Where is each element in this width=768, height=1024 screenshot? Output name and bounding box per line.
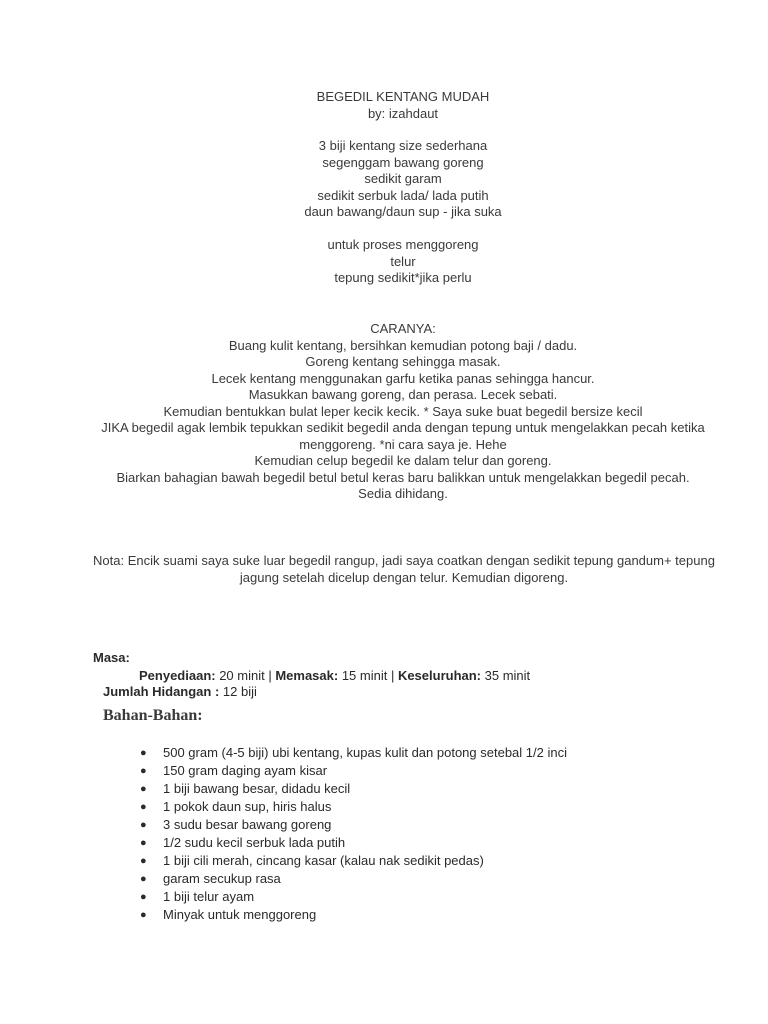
short-ingredient-line: segenggam bawang goreng [322, 154, 484, 170]
cook-label: Memasak: [275, 668, 339, 683]
frying-line: telur [390, 253, 416, 269]
recipe-title: BEGEDIL KENTANG MUDAH [316, 89, 490, 104]
bullet-icon: ● [140, 909, 147, 921]
list-item [0, 781, 567, 799]
bullet-icon: ● [140, 891, 147, 903]
recipe-author: by: izahdaut [367, 105, 439, 121]
ingredient-text: 1 biji cili merah, cincang kasar (kalau nak sedikit pedas) [163, 853, 484, 868]
ingredient-text: 150 gram daging ayam kisar [163, 763, 328, 778]
list-item [0, 871, 567, 889]
bullet-icon: ● [140, 765, 147, 777]
prep-value: 20 minit | [215, 668, 276, 683]
list-item [0, 745, 567, 763]
frying-ingredients [80, 237, 726, 287]
servings [103, 684, 257, 701]
short-ingredient-line: sedikit garam [364, 171, 442, 186]
bullet-icon: ● [140, 819, 147, 831]
method-line: Sedia dihidang. [358, 486, 448, 501]
servings-value: 12 biji [219, 684, 257, 699]
total-value: 35 minit [481, 668, 531, 683]
method-line: JIKA begedil agak lembik tepukkan sedikit begedil anda dengan tepung untuk mengelakkan pecah ketika menggoreng. *ni cara saya je. Hehe [101, 420, 705, 452]
bahan-heading: Bahan-Bahan: [103, 707, 203, 724]
bullet-icon: ● [140, 855, 147, 867]
method-line: Goreng kentang sehingga masak. [305, 354, 501, 369]
list-item [0, 889, 567, 907]
bullet-icon: ● [140, 783, 147, 795]
note-text: Nota: Encik suami saya suke luar begedil rangup, jadi saya coatkan dengan sedikit tepung gandum+ tepung jagung setelah dicelup dengan telur. Kemudian digoreng. [93, 553, 715, 585]
ingredient-text: 1 biji bawang besar, didadu kecil [163, 781, 351, 796]
ingredient-text: 500 gram (4-5 biji) ubi kentang, kupas kulit dan potong setebal 1/2 inci [163, 745, 567, 760]
bullet-icon: ● [140, 837, 147, 849]
ingredient-text: 1/2 sudu kecil serbuk lada putih [163, 835, 346, 850]
bullet-icon: ● [140, 873, 147, 885]
servings-label: Jumlah Hidangan : [103, 684, 220, 699]
list-item [0, 817, 567, 835]
method-line: Buang kulit kentang, bersihkan kemudian potong baji / dadu. [228, 337, 578, 353]
frying-line: tepung sedikit*jika perlu [334, 270, 472, 285]
ingredient-text: 1 biji telur ayam [163, 889, 255, 904]
short-ingredient-line: 3 biji kentang size sederhana [318, 138, 488, 153]
title-block [80, 89, 726, 122]
method-line: Kemudian bentukkan bulat leper kecik kecik. * Saya suke buat begedil bersize kecil [163, 403, 643, 419]
bullet-icon: ● [140, 747, 147, 759]
short-ingredients [80, 138, 726, 221]
method-line: Lecek kentang menggunakan garfu ketika panas sehingga hancur. [211, 370, 595, 386]
time-summary [139, 668, 530, 685]
method-line: Kemudian celup begedil ke dalam telur dan goreng. [254, 453, 552, 468]
frying-line: untuk proses menggoreng [327, 237, 479, 252]
method-line: Masukkan bawang goreng, dan perasa. Lecek sebati. [248, 387, 558, 402]
ingredient-text: garam secukup rasa [163, 871, 281, 886]
bullet-icon: ● [140, 801, 147, 813]
short-ingredient-line: sedikit serbuk lada/ lada putih [317, 187, 489, 203]
list-item [0, 853, 567, 871]
ingredient-list [0, 745, 567, 925]
total-label: Keseluruhan: [397, 668, 482, 683]
cook-value: 15 minit | [338, 668, 398, 683]
note-block [84, 553, 724, 586]
ingredient-text: Minyak untuk menggoreng [163, 907, 317, 922]
ingredient-text: 3 sudu besar bawang goreng [163, 817, 332, 832]
method-heading: CARANYA: [370, 321, 436, 336]
short-ingredient-line: daun bawang/daun sup - jika suka [304, 204, 502, 219]
masa-label: Masa: [93, 650, 130, 665]
prep-label: Penyediaan: [139, 668, 216, 683]
list-item [0, 799, 567, 817]
method-block [80, 321, 726, 503]
ingredient-text: 1 pokok daun sup, hiris halus [163, 799, 332, 814]
list-item [0, 835, 567, 853]
list-item [0, 763, 567, 781]
list-item [0, 907, 567, 925]
method-line: Biarkan bahagian bawah begedil betul betul keras baru balikkan untuk mengelakkan begedil pecah. [116, 469, 690, 485]
